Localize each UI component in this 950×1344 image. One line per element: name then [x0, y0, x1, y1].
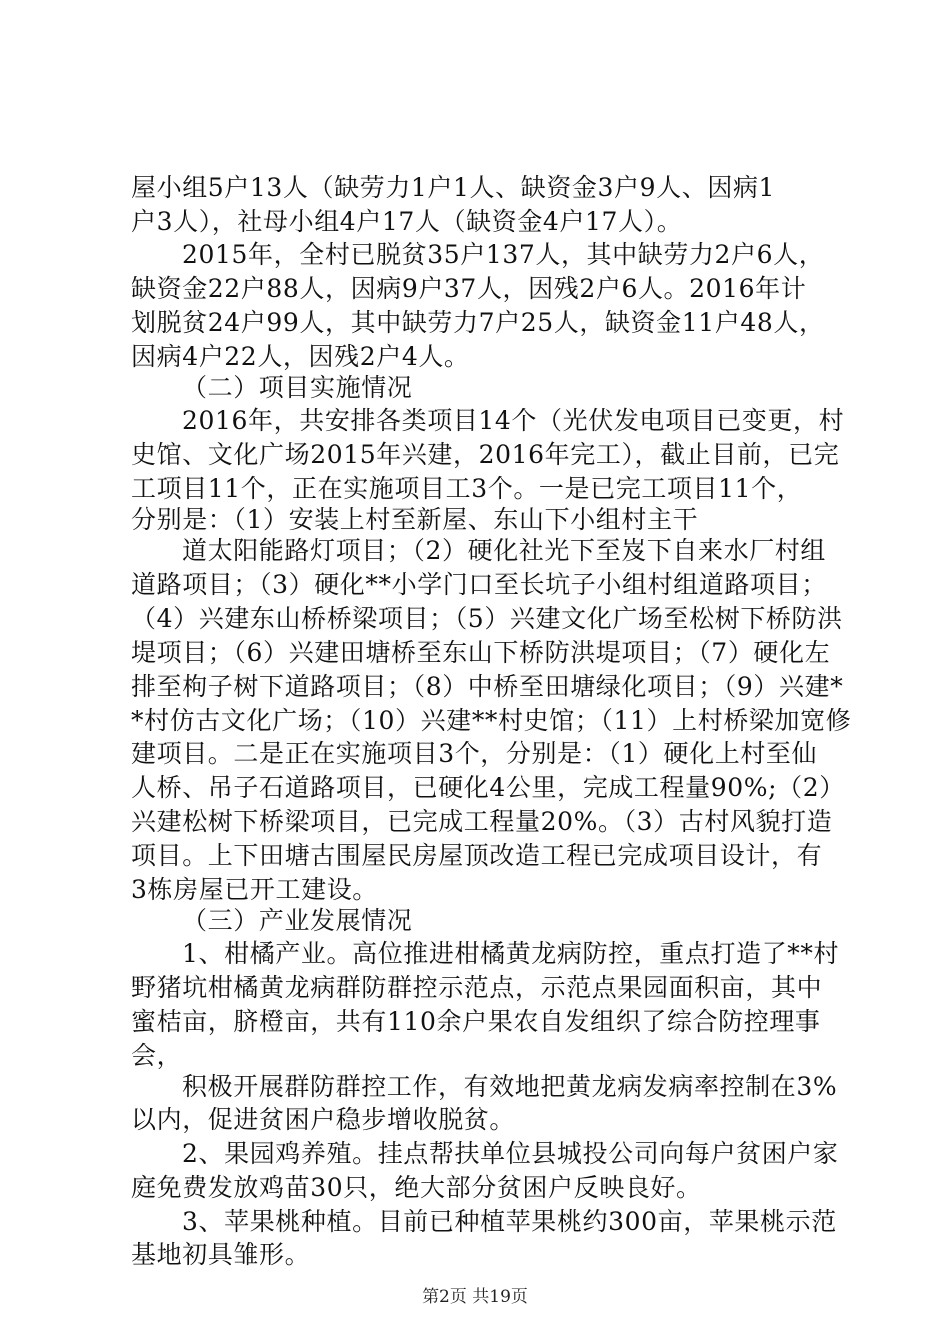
text-line: 以内，促进贫困户稳步增收脱贫。 — [131, 1105, 516, 1134]
text-line: 史馆、文化广场2015年兴建，2016年完工），截止目前，已完 — [131, 440, 840, 469]
text-line: 工项目11个，正在实施项目工3个。一是已完工项目11个， — [131, 474, 803, 503]
text-line: （4）兴建东山桥桥梁项目；（5）兴建文化广场至松树下桥防洪 — [131, 604, 843, 633]
text-line: 堤项目；（6）兴建田塘桥至东山下桥防洪堤项目；（7）硬化左 — [131, 638, 831, 667]
text-line: 会， — [131, 1041, 183, 1070]
text-line: 道路项目；（3）硬化**小学门口至长坑子小组村组道路项目； — [131, 570, 827, 599]
text-line: 缺资金22户88人，因病9户37人，因残2户6人。2016年计 — [131, 274, 807, 303]
text-line: 庭免费发放鸡苗30只，绝大部分贫困户反映良好。 — [131, 1173, 702, 1202]
text-line: 人桥、吊子石道路项目，已硬化4公里，完成工程量90%;（2） — [131, 773, 845, 802]
section-heading: （二）项目实施情况 — [182, 373, 413, 402]
text-line: *村仿古文化广场；（10）兴建**村史馆；（11）上村桥梁加宽修 — [131, 706, 852, 735]
text-line: 1、柑橘产业。高位推进柑橘黄龙病防控，重点打造了**村 — [182, 939, 840, 968]
text-line: 3栋房屋已开工建设。 — [131, 875, 378, 904]
text-line: 道太阳能路灯项目；（2）硬化社光下至岌下自来水厂村组 — [182, 536, 827, 565]
text-line: 兴建松树下桥梁项目，已完成工程量20%。（3）古村风貌打造 — [131, 807, 833, 836]
text-line: 积极开展群防群控工作，有效地把黄龙病发病率控制在3% — [182, 1072, 838, 1101]
text-line: 2015年，全村已脱贫35户137人，其中缺劳力2户6人， — [182, 240, 825, 269]
text-line: 基地初具雏形。 — [131, 1240, 311, 1269]
page-number-footer: 第2页 共19页 — [422, 1287, 528, 1307]
text-line: 2016年，共安排各类项目14个（光伏发电项目已变更，村 — [182, 406, 845, 435]
text-line: 3、苹果桃种植。目前已种植苹果桃约300亩，苹果桃示范 — [182, 1207, 837, 1236]
text-line: 因病4户22人，因残2户4人。 — [131, 342, 470, 371]
text-line: 划脱贫24户99人，其中缺劳力7户25人，缺资金11户48人， — [131, 308, 825, 337]
text-line: 蜜桔亩，脐橙亩，共有110余户果农自发组织了综合防控理事 — [131, 1007, 821, 1036]
text-line: 项目。上下田塘古围屋民房屋顶改造工程已完成项目设计，有 — [131, 841, 823, 870]
text-line: 分别是：（1）安装上村至新屋、东山下小组村主干 — [131, 505, 699, 534]
section-heading: （三）产业发展情况 — [182, 906, 413, 935]
text-line: 2、果园鸡养殖。挂点帮扶单位县城投公司向每户贫困户家 — [182, 1139, 839, 1168]
text-line: 屋小组5户13人（缺劳力1户1人、缺资金3户9人、因病1 — [131, 173, 776, 202]
text-line: 建项目。二是正在实施项目3个，分别是：（1）硬化上村至仙 — [131, 739, 818, 768]
text-line: 野猪坑柑橘黄龙病群防群控示范点，示范点果园面积亩，其中 — [131, 973, 823, 1002]
text-line: 排至枸子树下道路项目；（8）中桥至田塘绿化项目；（9）兴建* — [131, 672, 844, 701]
text-line: 户3人），社母小组4户17人（缺资金4户17人）。 — [131, 207, 683, 236]
